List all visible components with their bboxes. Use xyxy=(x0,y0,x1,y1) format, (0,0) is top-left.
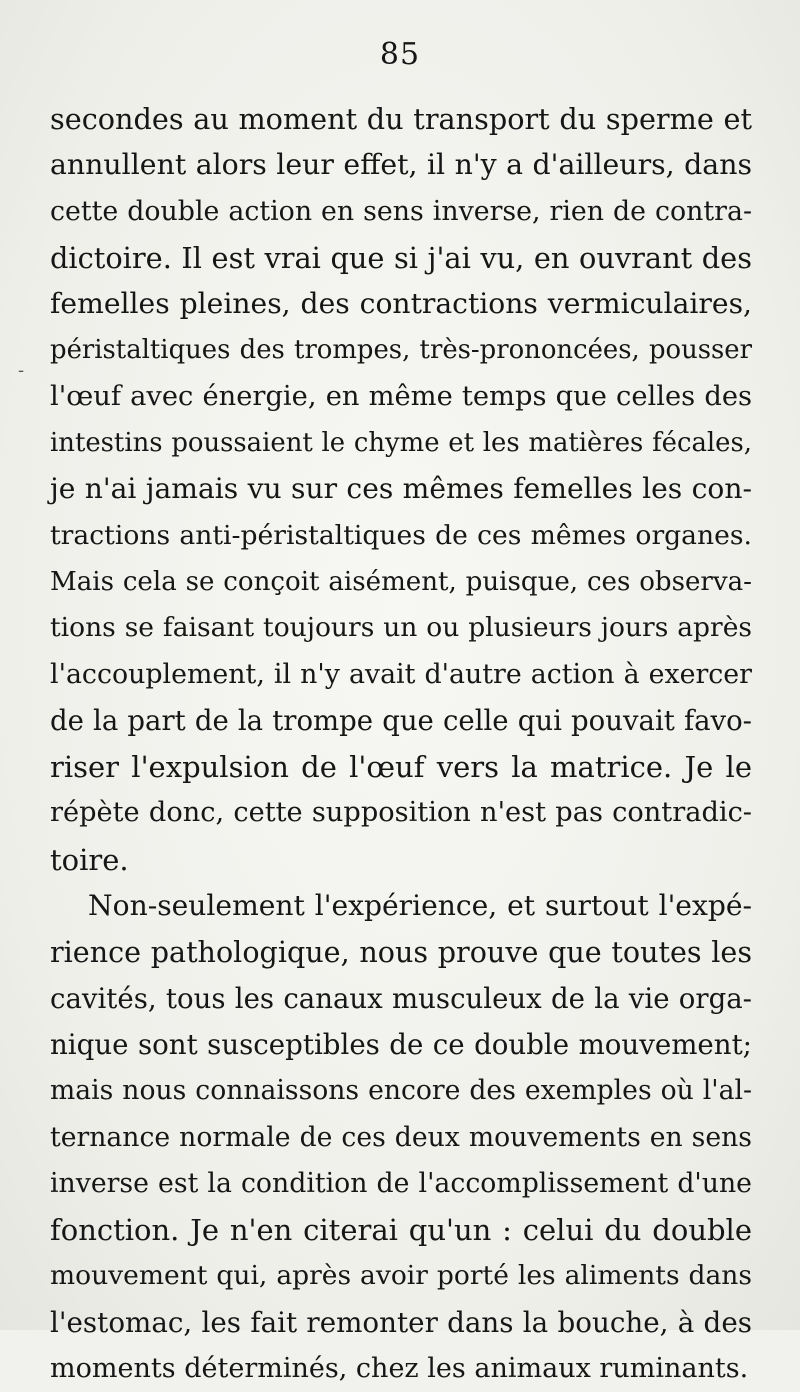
text-line: Mais cela se conçoit aisément, puisque, ces observa- xyxy=(50,566,752,597)
margin-mark: - xyxy=(18,360,25,381)
page-number: 85 xyxy=(379,37,421,72)
text-line: cavités, tous les canaux musculeux de la vie orga- xyxy=(50,981,752,1015)
body-text xyxy=(50,96,752,1392)
text-line: inverse est la condition de l'accomplissement d'une xyxy=(50,1167,752,1199)
text-line: tractions anti-péristaltiques de ces mêmes organes. xyxy=(50,519,752,551)
text-line: l'estomac, les fait remonter dans la bouche, à des xyxy=(50,1305,752,1339)
text-line: dictoire. Il est vrai que si j'ai vu, en ouvrant des xyxy=(50,240,752,275)
text-line: je n'ai jamais vu sur ces mêmes femelles les con- xyxy=(50,472,752,506)
text-line: rience pathologique, nous prouve que toutes les xyxy=(50,935,752,970)
text-line: de la part de la trompe que celle qui pouvait favo- xyxy=(50,704,752,737)
text-line: répète donc, cette supposition n'est pas contradic- xyxy=(50,797,752,829)
text-line: toire. xyxy=(50,842,129,877)
text-line: ternance normale de ces deux mouvements en sens xyxy=(50,1121,752,1153)
text-line: l'œuf avec énergie, en même temps que celles des xyxy=(50,380,752,412)
paragraph-2 xyxy=(50,883,752,1392)
text-line: nique sont susceptibles de ce double mouvement; xyxy=(50,1027,752,1061)
text-line: cette double action en sens inverse, rien de contra- xyxy=(50,195,752,227)
text-line: riser l'expulsion de l'œuf vers la matrice. Je le xyxy=(50,750,752,785)
text-line: intestins poussaient le chyme et les matières fécales, xyxy=(50,428,752,459)
text-line: mais nous connaissons encore des exemples où l'al- xyxy=(50,1075,752,1107)
text-line: péristaltiques des trompes, très-prononcées, pousser xyxy=(50,335,752,366)
text-line: tions se faisant toujours un ou plusieurs jours après xyxy=(50,612,752,644)
text-line: annullent alors leur effet, il n'y a d'ailleurs, dans xyxy=(50,148,752,182)
paragraph-1 xyxy=(50,96,752,883)
text-line: secondes au moment du transport du sperme et xyxy=(50,102,752,136)
text-line: moments déterminés, chez les animaux ruminants. xyxy=(50,1353,749,1385)
text-line: Non-seulement l'expérience, et surtout l'expé- xyxy=(88,889,752,923)
text-line: fonction. Je n'en citerai qu'un : celui du double xyxy=(50,1213,752,1248)
text-line: mouvement qui, après avoir porté les aliments dans xyxy=(50,1260,752,1292)
text-line: l'accouplement, il n'y avait d'autre action à exercer xyxy=(50,658,752,690)
text-line: femelles pleines, des contractions vermiculaires, xyxy=(50,287,752,321)
